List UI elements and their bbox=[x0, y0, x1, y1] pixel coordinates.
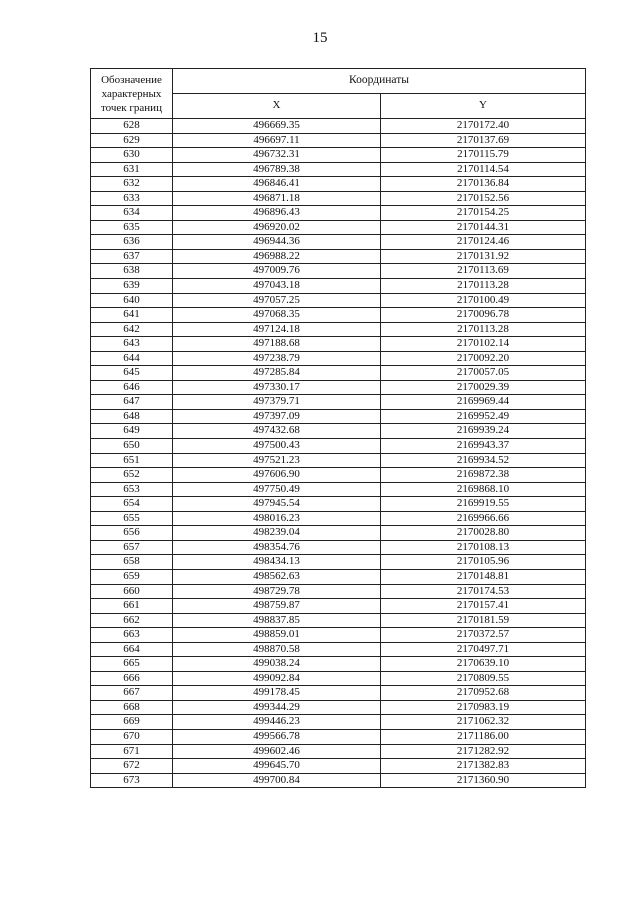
x-coordinate-cell: 496697.11 bbox=[173, 133, 381, 148]
y-coordinate-cell: 2169872.38 bbox=[381, 468, 586, 483]
x-coordinate-cell: 497124.18 bbox=[173, 322, 381, 337]
point-cell: 636 bbox=[91, 235, 173, 250]
y-coordinate-cell: 2169943.37 bbox=[381, 439, 586, 454]
point-cell: 672 bbox=[91, 759, 173, 774]
table-row bbox=[91, 206, 586, 221]
point-cell: 662 bbox=[91, 613, 173, 628]
point-cell: 630 bbox=[91, 148, 173, 163]
coordinates-table bbox=[90, 68, 586, 788]
x-coordinate-cell: 499566.78 bbox=[173, 729, 381, 744]
point-cell: 663 bbox=[91, 628, 173, 643]
y-coordinate-cell: 2170144.31 bbox=[381, 220, 586, 235]
page-number: 15 bbox=[312, 30, 328, 46]
table-row bbox=[91, 468, 586, 483]
point-cell: 640 bbox=[91, 293, 173, 308]
table-row bbox=[91, 293, 586, 308]
y-coordinate-cell: 2171186.00 bbox=[381, 729, 586, 744]
x-coordinate-cell: 496732.31 bbox=[173, 148, 381, 163]
table-row bbox=[91, 759, 586, 774]
y-coordinate-cell: 2170102.14 bbox=[381, 337, 586, 352]
table-row bbox=[91, 235, 586, 250]
y-coordinate-cell: 2170114.54 bbox=[381, 162, 586, 177]
point-cell: 634 bbox=[91, 206, 173, 221]
table-row bbox=[91, 526, 586, 541]
y-coordinate-cell: 2169939.24 bbox=[381, 424, 586, 439]
x-coordinate-cell: 498837.85 bbox=[173, 613, 381, 628]
table-row bbox=[91, 380, 586, 395]
x-coordinate-cell: 497750.49 bbox=[173, 482, 381, 497]
table-row bbox=[91, 671, 586, 686]
point-cell: 652 bbox=[91, 468, 173, 483]
point-cell: 666 bbox=[91, 671, 173, 686]
point-cell: 632 bbox=[91, 177, 173, 192]
table-row bbox=[91, 497, 586, 512]
y-coordinate-cell: 2170029.39 bbox=[381, 380, 586, 395]
x-coordinate-cell: 497057.25 bbox=[173, 293, 381, 308]
point-cell: 644 bbox=[91, 351, 173, 366]
y-coordinate-cell: 2170113.28 bbox=[381, 322, 586, 337]
y-coordinate-cell: 2170096.78 bbox=[381, 308, 586, 323]
x-coordinate-cell: 498239.04 bbox=[173, 526, 381, 541]
table-body bbox=[91, 119, 586, 788]
table-row bbox=[91, 642, 586, 657]
table-row bbox=[91, 569, 586, 584]
y-coordinate-cell: 2170952.68 bbox=[381, 686, 586, 701]
table-row bbox=[91, 700, 586, 715]
y-coordinate-cell: 2170497.71 bbox=[381, 642, 586, 657]
table-row bbox=[91, 599, 586, 614]
table-row bbox=[91, 220, 586, 235]
y-coordinate-cell: 2170154.25 bbox=[381, 206, 586, 221]
x-coordinate-cell: 497397.09 bbox=[173, 409, 381, 424]
y-coordinate-cell: 2170148.81 bbox=[381, 569, 586, 584]
x-coordinate-cell: 496669.35 bbox=[173, 119, 381, 134]
point-cell: 633 bbox=[91, 191, 173, 206]
y-coordinate-cell: 2169934.52 bbox=[381, 453, 586, 468]
point-cell: 667 bbox=[91, 686, 173, 701]
table-row bbox=[91, 715, 586, 730]
designation-header-line: Обозначение bbox=[101, 73, 162, 86]
x-coordinate-cell: 497379.71 bbox=[173, 395, 381, 410]
table-row bbox=[91, 482, 586, 497]
x-coordinate-cell: 496871.18 bbox=[173, 191, 381, 206]
y-coordinate-cell: 2170172.40 bbox=[381, 119, 586, 134]
point-cell: 637 bbox=[91, 249, 173, 264]
x-coordinate-cell: 497043.18 bbox=[173, 279, 381, 294]
x-coordinate-cell: 499178.45 bbox=[173, 686, 381, 701]
table-row bbox=[91, 409, 586, 424]
y-coordinate-cell: 2170100.49 bbox=[381, 293, 586, 308]
table-row bbox=[91, 540, 586, 555]
table-row bbox=[91, 322, 586, 337]
y-coordinate-cell: 2170105.96 bbox=[381, 555, 586, 570]
point-cell: 671 bbox=[91, 744, 173, 759]
table-row bbox=[91, 628, 586, 643]
table-row bbox=[91, 351, 586, 366]
y-coordinate-cell: 2170113.28 bbox=[381, 279, 586, 294]
y-coordinate-cell: 2170181.59 bbox=[381, 613, 586, 628]
y-coordinate-cell: 2169919.55 bbox=[381, 497, 586, 512]
x-coordinate-cell: 497606.90 bbox=[173, 468, 381, 483]
x-coordinate-cell: 497238.79 bbox=[173, 351, 381, 366]
x-coordinate-cell: 497521.23 bbox=[173, 453, 381, 468]
x-coordinate-cell: 499344.29 bbox=[173, 700, 381, 715]
x-coordinate-cell: 498562.63 bbox=[173, 569, 381, 584]
y-coordinate-cell: 2169969.44 bbox=[381, 395, 586, 410]
y-coordinate-cell: 2170124.46 bbox=[381, 235, 586, 250]
y-coordinate-cell: 2170108.13 bbox=[381, 540, 586, 555]
designation-header bbox=[91, 69, 173, 119]
x-column-header: X bbox=[173, 94, 381, 119]
y-coordinate-cell: 2171382.83 bbox=[381, 759, 586, 774]
y-coordinate-cell: 2170983.19 bbox=[381, 700, 586, 715]
point-cell: 664 bbox=[91, 642, 173, 657]
point-cell: 649 bbox=[91, 424, 173, 439]
point-cell: 638 bbox=[91, 264, 173, 279]
table-row bbox=[91, 773, 586, 788]
point-cell: 650 bbox=[91, 439, 173, 454]
y-coordinate-cell: 2170137.69 bbox=[381, 133, 586, 148]
table-row bbox=[91, 133, 586, 148]
x-coordinate-cell: 496988.22 bbox=[173, 249, 381, 264]
x-coordinate-cell: 498729.78 bbox=[173, 584, 381, 599]
table-row bbox=[91, 162, 586, 177]
y-coordinate-cell: 2170809.55 bbox=[381, 671, 586, 686]
y-coordinate-cell: 2170057.05 bbox=[381, 366, 586, 381]
point-cell: 665 bbox=[91, 657, 173, 672]
point-cell: 629 bbox=[91, 133, 173, 148]
table-row bbox=[91, 453, 586, 468]
designation-header-line: характерных bbox=[101, 87, 162, 100]
table-row bbox=[91, 279, 586, 294]
point-cell: 641 bbox=[91, 308, 173, 323]
y-coordinate-cell: 2170152.56 bbox=[381, 191, 586, 206]
x-coordinate-cell: 497188.68 bbox=[173, 337, 381, 352]
x-coordinate-cell: 498759.87 bbox=[173, 599, 381, 614]
x-coordinate-cell: 498859.01 bbox=[173, 628, 381, 643]
point-cell: 669 bbox=[91, 715, 173, 730]
point-cell: 661 bbox=[91, 599, 173, 614]
table-row bbox=[91, 424, 586, 439]
y-coordinate-cell: 2170028.80 bbox=[381, 526, 586, 541]
x-coordinate-cell: 497432.68 bbox=[173, 424, 381, 439]
x-coordinate-cell: 499700.84 bbox=[173, 773, 381, 788]
x-coordinate-cell: 498016.23 bbox=[173, 511, 381, 526]
table-row bbox=[91, 308, 586, 323]
point-cell: 645 bbox=[91, 366, 173, 381]
table-row bbox=[91, 584, 586, 599]
y-coordinate-cell: 2170131.92 bbox=[381, 249, 586, 264]
point-cell: 635 bbox=[91, 220, 173, 235]
point-cell: 647 bbox=[91, 395, 173, 410]
point-cell: 631 bbox=[91, 162, 173, 177]
table-header bbox=[91, 69, 586, 119]
table-row bbox=[91, 657, 586, 672]
y-coordinate-cell: 2169966.66 bbox=[381, 511, 586, 526]
table-row bbox=[91, 119, 586, 134]
table-row bbox=[91, 148, 586, 163]
x-coordinate-cell: 496944.36 bbox=[173, 235, 381, 250]
coordinates-header: Координаты bbox=[173, 69, 586, 94]
table-row bbox=[91, 555, 586, 570]
y-coordinate-cell: 2170372.57 bbox=[381, 628, 586, 643]
y-coordinate-cell: 2170157.41 bbox=[381, 599, 586, 614]
x-coordinate-cell: 497068.35 bbox=[173, 308, 381, 323]
table-row bbox=[91, 249, 586, 264]
point-cell: 648 bbox=[91, 409, 173, 424]
point-cell: 646 bbox=[91, 380, 173, 395]
table-row bbox=[91, 729, 586, 744]
x-coordinate-cell: 497285.84 bbox=[173, 366, 381, 381]
point-cell: 651 bbox=[91, 453, 173, 468]
point-cell: 673 bbox=[91, 773, 173, 788]
table-row bbox=[91, 686, 586, 701]
point-cell: 642 bbox=[91, 322, 173, 337]
table-row bbox=[91, 439, 586, 454]
table-row bbox=[91, 613, 586, 628]
x-coordinate-cell: 496920.02 bbox=[173, 220, 381, 235]
point-cell: 668 bbox=[91, 700, 173, 715]
point-cell: 654 bbox=[91, 497, 173, 512]
point-cell: 655 bbox=[91, 511, 173, 526]
x-coordinate-cell: 497330.17 bbox=[173, 380, 381, 395]
x-coordinate-cell: 498354.76 bbox=[173, 540, 381, 555]
x-coordinate-cell: 499602.46 bbox=[173, 744, 381, 759]
x-coordinate-cell: 497500.43 bbox=[173, 439, 381, 454]
x-coordinate-cell: 496789.38 bbox=[173, 162, 381, 177]
point-cell: 653 bbox=[91, 482, 173, 497]
x-coordinate-cell: 499645.70 bbox=[173, 759, 381, 774]
point-cell: 660 bbox=[91, 584, 173, 599]
y-coordinate-cell: 2170113.69 bbox=[381, 264, 586, 279]
x-coordinate-cell: 498870.58 bbox=[173, 642, 381, 657]
x-coordinate-cell: 496846.41 bbox=[173, 177, 381, 192]
point-cell: 639 bbox=[91, 279, 173, 294]
y-coordinate-cell: 2171062.32 bbox=[381, 715, 586, 730]
y-coordinate-cell: 2169868.10 bbox=[381, 482, 586, 497]
point-cell: 656 bbox=[91, 526, 173, 541]
table-row bbox=[91, 177, 586, 192]
point-cell: 670 bbox=[91, 729, 173, 744]
point-cell: 658 bbox=[91, 555, 173, 570]
table-row bbox=[91, 511, 586, 526]
table-row bbox=[91, 366, 586, 381]
x-coordinate-cell: 497009.76 bbox=[173, 264, 381, 279]
table-row bbox=[91, 395, 586, 410]
point-cell: 659 bbox=[91, 569, 173, 584]
y-coordinate-cell: 2170092.20 bbox=[381, 351, 586, 366]
point-cell: 643 bbox=[91, 337, 173, 352]
y-coordinate-cell: 2169952.49 bbox=[381, 409, 586, 424]
x-coordinate-cell: 497945.54 bbox=[173, 497, 381, 512]
y-coordinate-cell: 2171360.90 bbox=[381, 773, 586, 788]
y-coordinate-cell: 2171282.92 bbox=[381, 744, 586, 759]
y-coordinate-cell: 2170639.10 bbox=[381, 657, 586, 672]
y-coordinate-cell: 2170115.79 bbox=[381, 148, 586, 163]
x-coordinate-cell: 499092.84 bbox=[173, 671, 381, 686]
y-coordinate-cell: 2170174.53 bbox=[381, 584, 586, 599]
x-coordinate-cell: 498434.13 bbox=[173, 555, 381, 570]
x-coordinate-cell: 499446.23 bbox=[173, 715, 381, 730]
table-row bbox=[91, 744, 586, 759]
x-coordinate-cell: 499038.24 bbox=[173, 657, 381, 672]
x-coordinate-cell: 496896.43 bbox=[173, 206, 381, 221]
table-row bbox=[91, 264, 586, 279]
point-cell: 628 bbox=[91, 119, 173, 134]
y-column-header: Y bbox=[381, 94, 586, 119]
point-cell: 657 bbox=[91, 540, 173, 555]
y-coordinate-cell: 2170136.84 bbox=[381, 177, 586, 192]
table-row bbox=[91, 191, 586, 206]
table-row bbox=[91, 337, 586, 352]
designation-header-line: точек границ bbox=[101, 101, 162, 114]
